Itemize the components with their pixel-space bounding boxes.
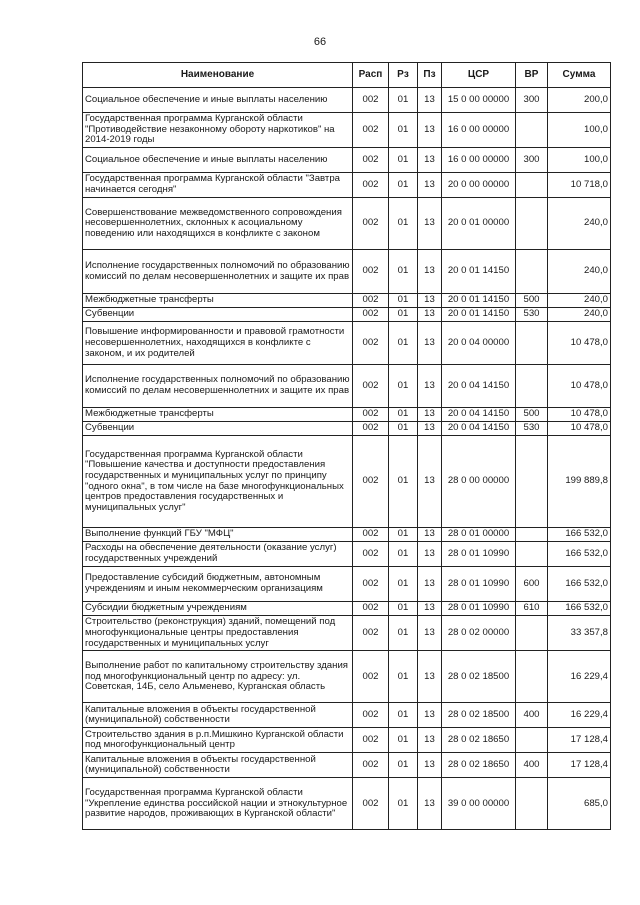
cell-csr: 20 0 01 14150	[442, 308, 516, 322]
cell-sum: 100,0	[548, 113, 611, 148]
cell-rasp: 002	[353, 422, 389, 436]
cell-csr: 28 0 02 18650	[442, 753, 516, 778]
cell-name: Межбюджетные трансферты	[83, 408, 353, 422]
table-row	[83, 616, 611, 651]
cell-sum: 240,0	[548, 198, 611, 250]
cell-rz: 01	[389, 308, 418, 322]
cell-name: Выполнение функций ГБУ "МФЦ"	[83, 528, 353, 542]
cell-pz: 13	[418, 753, 442, 778]
cell-pz: 13	[418, 322, 442, 365]
table-row	[83, 365, 611, 408]
table-row	[83, 753, 611, 778]
cell-vr: 610	[516, 602, 548, 616]
cell-name: Социальное обеспечение и иные выплаты населению	[83, 88, 353, 113]
cell-rasp: 002	[353, 198, 389, 250]
cell-vr	[516, 113, 548, 148]
cell-rasp: 002	[353, 651, 389, 703]
cell-sum: 10 478,0	[548, 408, 611, 422]
col-header-rz: Рз	[389, 63, 418, 88]
cell-rz: 01	[389, 542, 418, 567]
table-header-row	[83, 63, 611, 88]
cell-name: Государственная программа Курганской области "Противодействие незаконному обороту наркотиков" на 2014-2019 годы	[83, 113, 353, 148]
cell-rasp: 002	[353, 542, 389, 567]
cell-pz: 13	[418, 728, 442, 753]
cell-vr	[516, 651, 548, 703]
cell-rasp: 002	[353, 602, 389, 616]
cell-csr: 28 0 01 10990	[442, 602, 516, 616]
cell-vr	[516, 778, 548, 830]
cell-rasp: 002	[353, 148, 389, 173]
cell-pz: 13	[418, 250, 442, 294]
cell-pz: 13	[418, 651, 442, 703]
cell-sum: 10 478,0	[548, 422, 611, 436]
table-row	[83, 542, 611, 567]
col-header-rasp: Расп	[353, 63, 389, 88]
cell-csr: 20 0 01 00000	[442, 198, 516, 250]
col-header-csr: ЦСР	[442, 63, 516, 88]
table-row	[83, 651, 611, 703]
cell-rasp: 002	[353, 753, 389, 778]
cell-vr	[516, 365, 548, 408]
cell-rz: 01	[389, 294, 418, 308]
cell-rasp: 002	[353, 408, 389, 422]
cell-sum: 10 478,0	[548, 322, 611, 365]
col-header-sum: Сумма	[548, 63, 611, 88]
cell-csr: 15 0 00 00000	[442, 88, 516, 113]
cell-rasp: 002	[353, 250, 389, 294]
cell-csr: 28 0 02 00000	[442, 616, 516, 651]
cell-vr: 500	[516, 294, 548, 308]
cell-vr: 500	[516, 408, 548, 422]
cell-rz: 01	[389, 436, 418, 528]
table-row	[83, 250, 611, 294]
cell-rasp: 002	[353, 173, 389, 198]
cell-csr: 28 0 01 10990	[442, 567, 516, 602]
cell-pz: 13	[418, 528, 442, 542]
table-row	[83, 703, 611, 728]
cell-pz: 13	[418, 308, 442, 322]
cell-rz: 01	[389, 148, 418, 173]
budget-table	[82, 62, 611, 830]
cell-sum: 100,0	[548, 148, 611, 173]
cell-rz: 01	[389, 703, 418, 728]
cell-pz: 13	[418, 365, 442, 408]
cell-rz: 01	[389, 113, 418, 148]
cell-rasp: 002	[353, 113, 389, 148]
cell-pz: 13	[418, 294, 442, 308]
table-row	[83, 408, 611, 422]
cell-vr	[516, 528, 548, 542]
table-row	[83, 148, 611, 173]
cell-pz: 13	[418, 408, 442, 422]
cell-name: Предоставление субсидий бюджетным, автономным учреждениям и иным некоммерческим организациям	[83, 567, 353, 602]
cell-rz: 01	[389, 567, 418, 602]
cell-name: Капитальные вложения в объекты государственной (муниципальной) собственности	[83, 703, 353, 728]
cell-pz: 13	[418, 567, 442, 602]
cell-rasp: 002	[353, 567, 389, 602]
cell-rasp: 002	[353, 728, 389, 753]
cell-vr	[516, 322, 548, 365]
page-number: 66	[313, 36, 327, 48]
cell-sum: 33 357,8	[548, 616, 611, 651]
cell-vr: 530	[516, 422, 548, 436]
table-row	[83, 436, 611, 528]
col-header-vr: ВР	[516, 63, 548, 88]
cell-pz: 13	[418, 198, 442, 250]
cell-rasp: 002	[353, 308, 389, 322]
cell-vr	[516, 250, 548, 294]
cell-vr: 530	[516, 308, 548, 322]
cell-csr: 20 0 00 00000	[442, 173, 516, 198]
cell-pz: 13	[418, 88, 442, 113]
table-row	[83, 308, 611, 322]
cell-csr: 16 0 00 00000	[442, 148, 516, 173]
cell-rz: 01	[389, 198, 418, 250]
cell-pz: 13	[418, 778, 442, 830]
cell-name: Повышение информированности и правовой грамотности несовершеннолетних, находящихся в конфликте с законом, и их родителей	[83, 322, 353, 365]
cell-vr	[516, 173, 548, 198]
cell-csr: 28 0 02 18500	[442, 651, 516, 703]
cell-csr: 20 0 04 14150	[442, 365, 516, 408]
cell-csr: 28 0 00 00000	[442, 436, 516, 528]
cell-vr: 300	[516, 88, 548, 113]
cell-sum: 166 532,0	[548, 528, 611, 542]
cell-sum: 166 532,0	[548, 567, 611, 602]
cell-sum: 240,0	[548, 308, 611, 322]
cell-vr	[516, 542, 548, 567]
cell-rz: 01	[389, 422, 418, 436]
cell-name: Государственная программа Курганской области "Повышение качества и доступности предоставления государственных и муниципальных услуг по принципу "одного окна", в том числе на базе многофункциональных центров предоставления государственных и муниципальных услуг"	[83, 436, 353, 528]
cell-sum: 17 128,4	[548, 753, 611, 778]
cell-rz: 01	[389, 651, 418, 703]
table-row	[83, 198, 611, 250]
cell-vr	[516, 616, 548, 651]
cell-pz: 13	[418, 542, 442, 567]
cell-rz: 01	[389, 778, 418, 830]
cell-sum: 16 229,4	[548, 703, 611, 728]
cell-rz: 01	[389, 616, 418, 651]
cell-rz: 01	[389, 250, 418, 294]
cell-sum: 17 128,4	[548, 728, 611, 753]
cell-csr: 20 0 04 14150	[442, 408, 516, 422]
cell-sum: 240,0	[548, 250, 611, 294]
col-header-name: Наименование	[83, 63, 353, 88]
cell-rasp: 002	[353, 322, 389, 365]
cell-csr: 28 0 02 18650	[442, 728, 516, 753]
cell-name: Субвенции	[83, 308, 353, 322]
cell-sum: 10 718,0	[548, 173, 611, 198]
cell-pz: 13	[418, 602, 442, 616]
cell-name: Строительство (реконструкция) зданий, помещений под многофункциональные центры предоставления государственных и муниципальных услуг	[83, 616, 353, 651]
cell-pz: 13	[418, 703, 442, 728]
cell-sum: 166 532,0	[548, 602, 611, 616]
table-row	[83, 602, 611, 616]
cell-sum: 199 889,8	[548, 436, 611, 528]
cell-name: Капитальные вложения в объекты государственной (муниципальной) собственности	[83, 753, 353, 778]
cell-name: Субвенции	[83, 422, 353, 436]
cell-rz: 01	[389, 602, 418, 616]
cell-sum: 200,0	[548, 88, 611, 113]
cell-csr: 20 0 04 14150	[442, 422, 516, 436]
cell-rasp: 002	[353, 703, 389, 728]
table-row	[83, 322, 611, 365]
cell-sum: 10 478,0	[548, 365, 611, 408]
cell-name: Социальное обеспечение и иные выплаты населению	[83, 148, 353, 173]
cell-pz: 13	[418, 422, 442, 436]
cell-vr: 400	[516, 703, 548, 728]
cell-vr	[516, 198, 548, 250]
cell-vr: 300	[516, 148, 548, 173]
cell-sum: 16 229,4	[548, 651, 611, 703]
cell-rz: 01	[389, 88, 418, 113]
table-row	[83, 173, 611, 198]
cell-sum: 240,0	[548, 294, 611, 308]
cell-pz: 13	[418, 436, 442, 528]
cell-vr	[516, 436, 548, 528]
cell-csr: 28 0 02 18500	[442, 703, 516, 728]
cell-pz: 13	[418, 113, 442, 148]
cell-name: Расходы на обеспечение деятельности (оказание услуг) государственных учреждений	[83, 542, 353, 567]
cell-rasp: 002	[353, 294, 389, 308]
table-row	[83, 113, 611, 148]
cell-csr: 20 0 01 14150	[442, 294, 516, 308]
cell-name: Исполнение государственных полномочий по образованию комиссий по делам несовершеннолетних и защите их прав	[83, 365, 353, 408]
table-row	[83, 728, 611, 753]
cell-name: Государственная программа Курганской области "Укрепление единства российской нации и этнокультурное развитие народов, проживающих в Курганской области"	[83, 778, 353, 830]
cell-name: Субсидии бюджетным учреждениям	[83, 602, 353, 616]
cell-name: Государственная программа Курганской области "Завтра начинается сегодня"	[83, 173, 353, 198]
cell-rz: 01	[389, 728, 418, 753]
cell-rz: 01	[389, 408, 418, 422]
table-row	[83, 778, 611, 830]
cell-name: Строительство здания в р.п.Мишкино Курганской области под многофункциональный центр	[83, 728, 353, 753]
cell-name: Исполнение государственных полномочий по образованию комиссий по делам несовершеннолетних и защите их прав	[83, 250, 353, 294]
cell-vr	[516, 728, 548, 753]
cell-rz: 01	[389, 753, 418, 778]
cell-csr: 28 0 01 00000	[442, 528, 516, 542]
cell-rasp: 002	[353, 436, 389, 528]
table-row	[83, 422, 611, 436]
cell-pz: 13	[418, 173, 442, 198]
table-row	[83, 88, 611, 113]
col-header-pz: Пз	[418, 63, 442, 88]
cell-rasp: 002	[353, 778, 389, 830]
cell-pz: 13	[418, 148, 442, 173]
cell-rasp: 002	[353, 616, 389, 651]
cell-rz: 01	[389, 528, 418, 542]
cell-csr: 16 0 00 00000	[442, 113, 516, 148]
cell-csr: 20 0 01 14150	[442, 250, 516, 294]
cell-sum: 685,0	[548, 778, 611, 830]
cell-rasp: 002	[353, 528, 389, 542]
cell-rasp: 002	[353, 88, 389, 113]
cell-rz: 01	[389, 173, 418, 198]
cell-pz: 13	[418, 616, 442, 651]
cell-name: Межбюджетные трансферты	[83, 294, 353, 308]
cell-name: Выполнение работ по капитальному строительству здания под многофункциональный центр по адресу: ул. Советская, 14Б, село Альменево, Курганская область	[83, 651, 353, 703]
cell-csr: 28 0 01 10990	[442, 542, 516, 567]
table-row	[83, 567, 611, 602]
cell-name: Совершенствование межведомственного сопровождения несовершеннолетних, склонных к асоциальному поведению или находящихся в конфликте с законом	[83, 198, 353, 250]
cell-csr: 39 0 00 00000	[442, 778, 516, 830]
table-row	[83, 294, 611, 308]
cell-rz: 01	[389, 365, 418, 408]
cell-vr: 400	[516, 753, 548, 778]
cell-csr: 20 0 04 00000	[442, 322, 516, 365]
cell-rasp: 002	[353, 365, 389, 408]
table-row	[83, 528, 611, 542]
cell-vr: 600	[516, 567, 548, 602]
cell-rz: 01	[389, 322, 418, 365]
cell-sum: 166 532,0	[548, 542, 611, 567]
